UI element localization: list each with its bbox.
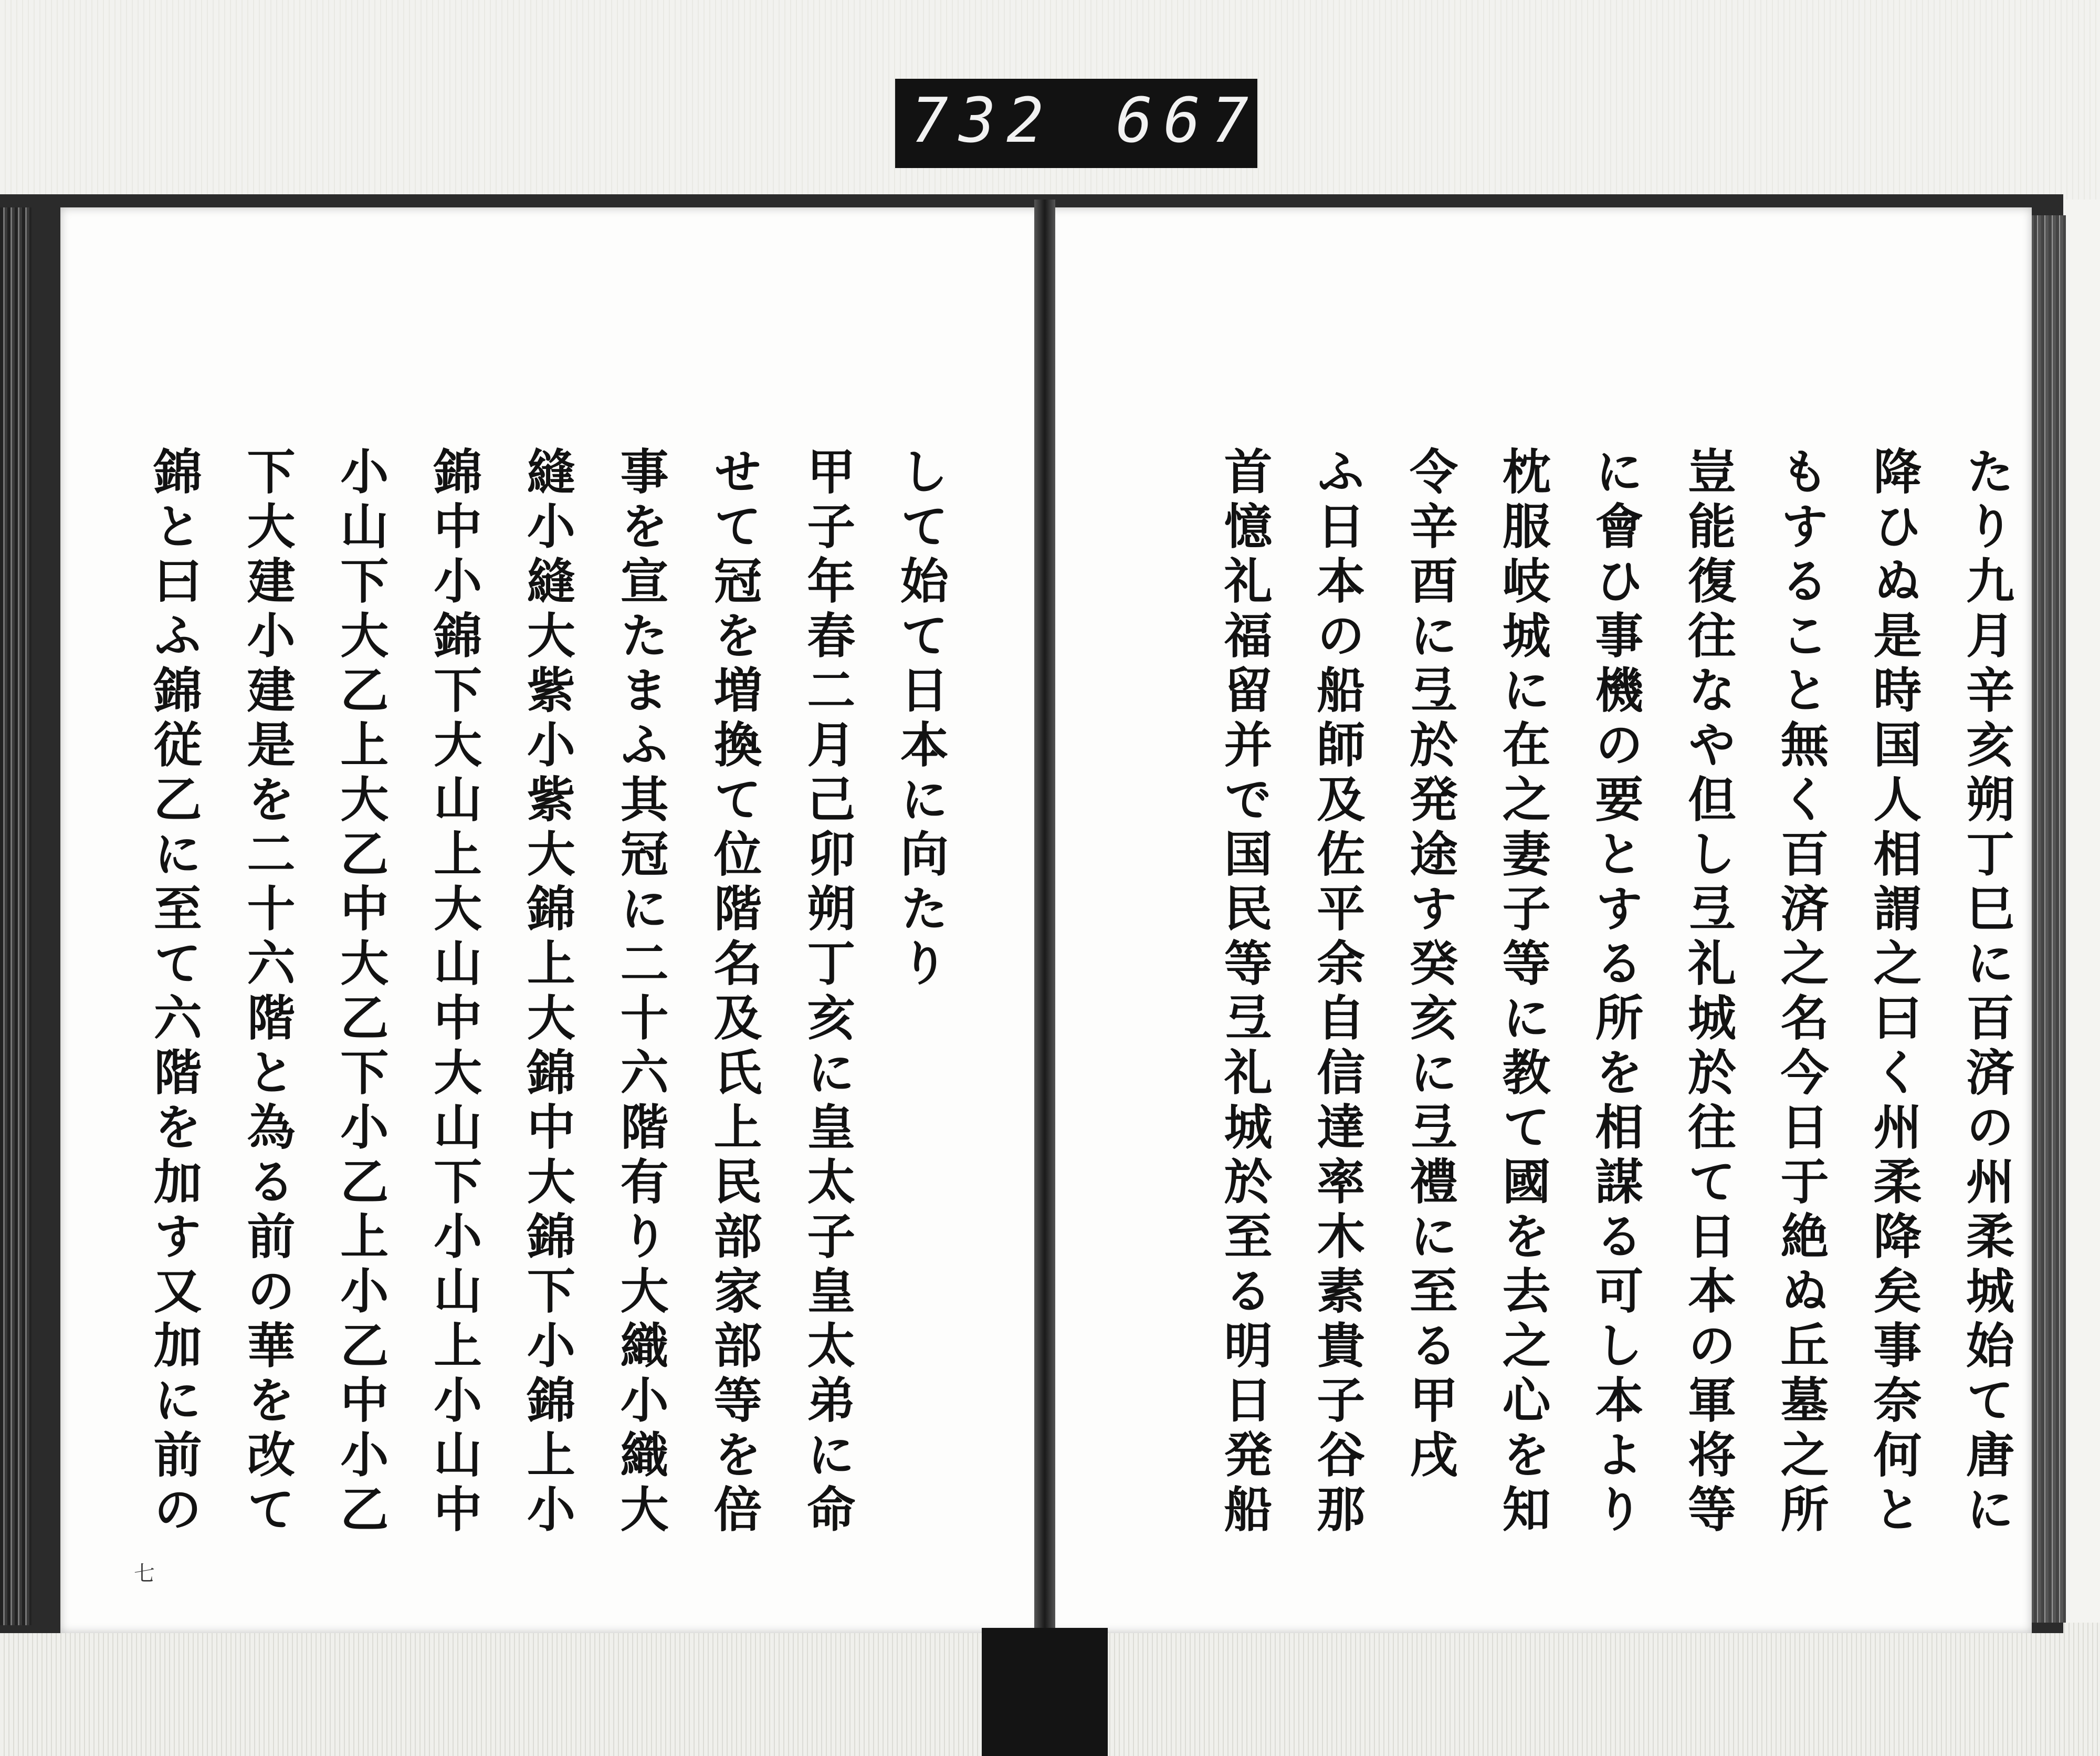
right-text-column: 令辛酉に弖於発途す癸亥に弖禮に至る甲戌 bbox=[1401, 446, 1458, 1484]
left-text-column: 小山下大乙上大乙中大乙下小乙上小乙中小乙 bbox=[332, 446, 390, 1539]
left-text-column: せて冠を増換て位階名及氏上民部家部等を倍 bbox=[706, 446, 763, 1539]
right-text-column: たり九月辛亥朔丁巳に百済の州柔城始て唐に bbox=[1958, 446, 2015, 1539]
book-gutter bbox=[1034, 200, 1055, 1633]
archive-label bbox=[895, 79, 1257, 168]
left-text-column: 錦中小錦下大山上大山中大山下小山上小山中 bbox=[426, 446, 483, 1539]
left-text-column: 事を宣たまふ其冠に二十六階有り大織小織大 bbox=[612, 446, 669, 1539]
right-text-column: 豈能復往なや但し弖礼城於往て日本の軍将等 bbox=[1679, 446, 1737, 1539]
book-right-edge bbox=[2026, 215, 2066, 1623]
left-text-column: して始て日本に向たり bbox=[892, 446, 949, 992]
right-text-column: ふ日本の船師及佐平余自信達率木素貴子谷那 bbox=[1309, 446, 1366, 1539]
gutter-shadow-block bbox=[982, 1628, 1108, 1756]
right-text-column: 首憶礼福留并で国民等弖礼城於至る明日発船 bbox=[1216, 446, 1273, 1539]
book-left-edge bbox=[0, 207, 32, 1625]
left-text-column: 甲子年春二月己卯朔丁亥に皇太子皇太弟に命 bbox=[799, 446, 856, 1539]
right-page-text bbox=[1176, 446, 2015, 1539]
left-page-text bbox=[105, 446, 949, 1539]
right-text-column: に會ひ事機の要とする所を相謀る可し本より bbox=[1587, 446, 1644, 1539]
right-text-column: もすること無く百済之名今日于絶ぬ丘墓之所 bbox=[1772, 446, 1830, 1539]
archive-label-right-number: 667 bbox=[1116, 84, 1259, 156]
left-text-column: 縫小縫大紫小紫大錦上大錦中大錦下小錦上小 bbox=[519, 446, 576, 1539]
left-text-column: 下大建小建是を二十六階と為る前の華を改て bbox=[239, 446, 296, 1539]
right-text-column: 降ひぬ是時国人相謂之曰く州柔降矣事奈何と bbox=[1865, 446, 1923, 1539]
page-number-mark: 七 bbox=[134, 1562, 155, 1586]
right-text-column: 枕服岐城に在之妻子等に教て國を去之心を知 bbox=[1494, 446, 1551, 1539]
left-text-column: 錦と曰ふ錦従乙に至て六階を加す又加に前の bbox=[145, 446, 203, 1539]
archive-label-left-number: 732 bbox=[911, 84, 1055, 156]
